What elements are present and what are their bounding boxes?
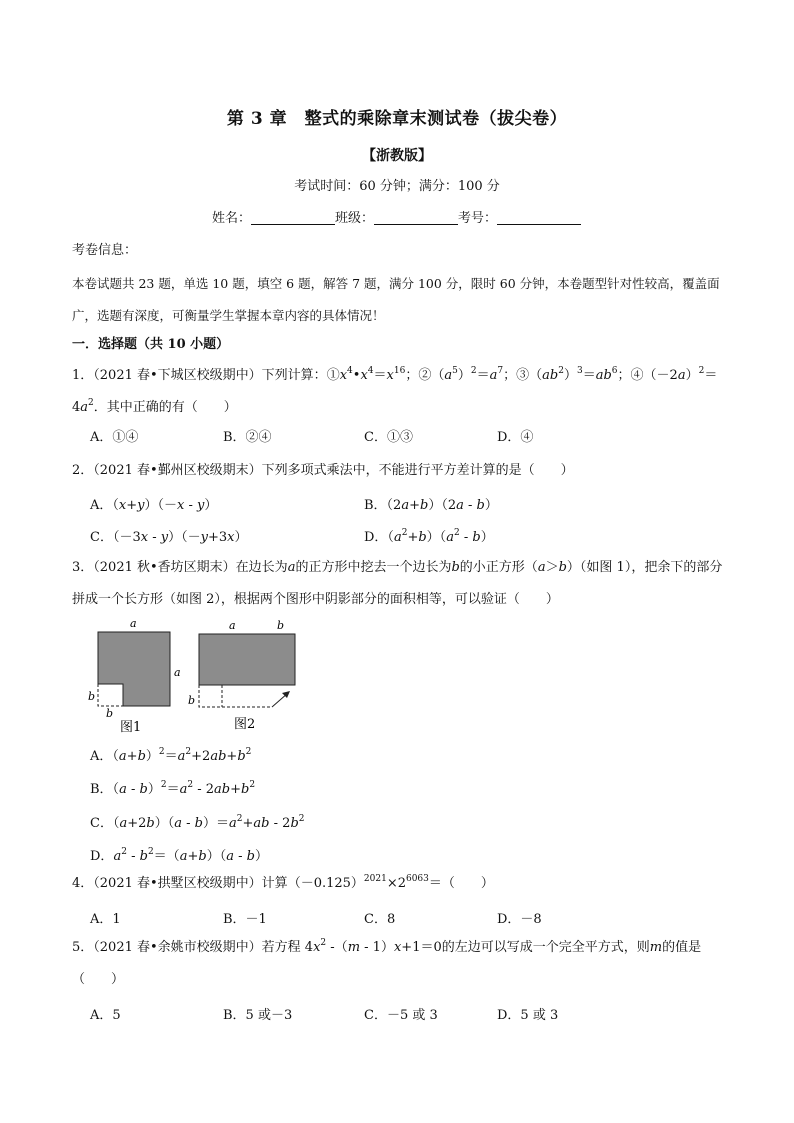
- id-label: 考号：: [458, 211, 498, 226]
- q1-option-b[interactable]: B．②④: [223, 430, 272, 445]
- q1-text: 下列计算：: [261, 368, 327, 383]
- q5-option-a[interactable]: A．5: [90, 1008, 121, 1023]
- q4-formula: $(-0.125)^{2021}\times 2^{6063}$: [287, 874, 429, 891]
- q2-option-a[interactable]: A．（x+y）（－x - y）: [90, 498, 218, 513]
- q4-end: ＝（ ）: [428, 876, 494, 891]
- q3-figure: [86, 614, 326, 738]
- q5-source: （2021 春•余姚市校级期中）: [93, 940, 262, 955]
- q4-text: 计算: [261, 876, 288, 891]
- q3-option-c[interactable]: C．$(a+2b)(a - b)=a^2+ab - 2b^2$: [90, 814, 305, 831]
- class-blank[interactable]: [374, 210, 458, 225]
- q3-source: （2021 秋•香坊区期末）: [93, 560, 236, 575]
- q1-option-d[interactable]: D．④: [497, 430, 534, 445]
- q5-number: 5．: [72, 940, 94, 955]
- student-fields: [212, 207, 581, 226]
- q3-figure-svg: [86, 614, 326, 734]
- name-label: 姓名：: [212, 211, 252, 226]
- fig1-label-b-side: b: [88, 690, 96, 703]
- q4-option-a[interactable]: A．1: [90, 912, 121, 927]
- q2-option-c[interactable]: C．（－3x - y）（－y+3x）: [90, 530, 248, 545]
- q1-end: ．其中正确的有（ ）: [93, 400, 237, 415]
- q2-option-b[interactable]: B．（2a+b）（2a - b）: [364, 498, 498, 513]
- fig2-label-b-top: b: [277, 619, 285, 632]
- info-text: 本卷试题共 23 题，单选 10 题，填空 6 题，解答 7 题，满分 100 分，限时 60 分钟，本卷题型针对性较高，覆盖面广，选题有深度，可衡量学生掌握本章内容的具体情况！: [72, 276, 720, 323]
- id-blank[interactable]: [497, 210, 581, 225]
- q4-option-b[interactable]: B．－1: [223, 912, 267, 927]
- q3-option-d[interactable]: D．$a^2 - b^2=(a+b)(a - b)$: [90, 847, 268, 864]
- fig1-label-a-top: a: [130, 617, 137, 630]
- fig1-caption: 图1: [120, 720, 142, 734]
- class-label: 班级：: [335, 211, 375, 226]
- name-blank[interactable]: [251, 210, 335, 225]
- q4-number: 4．: [72, 876, 94, 891]
- fig1-removed-square: [98, 684, 123, 706]
- question-3: 3．（2021 秋•香坊区期末）在边长为a的正方形中挖去一个边长为b的小正方形（a＞b）（如图 1），把余下的部分拼成一个长方形（如图 2），根据两个图形中阴影部分的面积相等，可以验证（ ）: [72, 560, 723, 607]
- fig2-label-b-side: b: [188, 694, 196, 707]
- fig1-label-b-bottom: b: [106, 707, 114, 720]
- fig2-label-a: a: [229, 619, 236, 632]
- question-5: 5．（2021 春•余姚市校级期中）若方程 $4x^2$ -（m - 1）x+1＝0的左边可以写成一个完全平方式，则m的值是（ ）: [72, 938, 702, 987]
- q1-source: （2021 春•下城区校级期中）: [93, 368, 262, 383]
- q2-option-d[interactable]: D．$(a^2+b)(a^2 - b)$: [364, 528, 494, 545]
- fig1-shaded-region: [98, 632, 170, 706]
- q1-formulas: $①x^4•x^4=x^{16}$；$②(a^5)^2=a^7$；$③(ab^2)^3=ab^6$；$④(-2a)^2=4a^2$: [72, 366, 718, 415]
- q2-number: 2．: [72, 463, 94, 478]
- fig2-caption: 图2: [234, 717, 256, 732]
- q5-option-b[interactable]: B．5 或－3: [223, 1008, 293, 1023]
- q1-option-a[interactable]: A．①④: [90, 430, 139, 445]
- info-heading: 考卷信息：: [72, 243, 138, 258]
- edition-label: 【浙教版】: [362, 148, 432, 164]
- q4-option-c[interactable]: C．8: [364, 912, 396, 927]
- question-1: [72, 360, 726, 424]
- q3-option-b[interactable]: B．$(a - b)^2=a^2 - 2ab+b^2$: [90, 780, 256, 797]
- q3-option-a[interactable]: A．$(a+b)^2=a^2+2ab+b^2$: [90, 747, 252, 764]
- page-title: 第 3 章 整式的乘除章末测试卷（拔尖卷）: [226, 109, 568, 129]
- fig1-label-a-side: a: [174, 666, 181, 679]
- q5-option-c[interactable]: C．－5 或 3: [364, 1008, 438, 1023]
- question-2: [72, 455, 726, 487]
- q4-source: （2021 春•拱墅区校级期中）: [93, 876, 262, 891]
- q2-text: 下列多项式乘法中，不能进行平方差计算的是（ ）: [261, 463, 574, 478]
- q5-option-d[interactable]: D．5 或 3: [497, 1008, 559, 1023]
- q4-option-d[interactable]: D．－8: [497, 912, 542, 927]
- section-heading: 一．选择题（共 10 小题）: [72, 337, 230, 352]
- exam-time: 考试时间：60 分钟；满分：100 分: [294, 179, 500, 194]
- fig2-shaded-rect: [199, 634, 295, 685]
- q1-number: 1．: [72, 368, 94, 383]
- q3-number: 3．: [72, 560, 94, 575]
- q1-option-c[interactable]: C．①③: [364, 430, 413, 445]
- q2-source: （2021 春•鄞州区校级期末）: [93, 463, 262, 478]
- question-4: [72, 868, 726, 900]
